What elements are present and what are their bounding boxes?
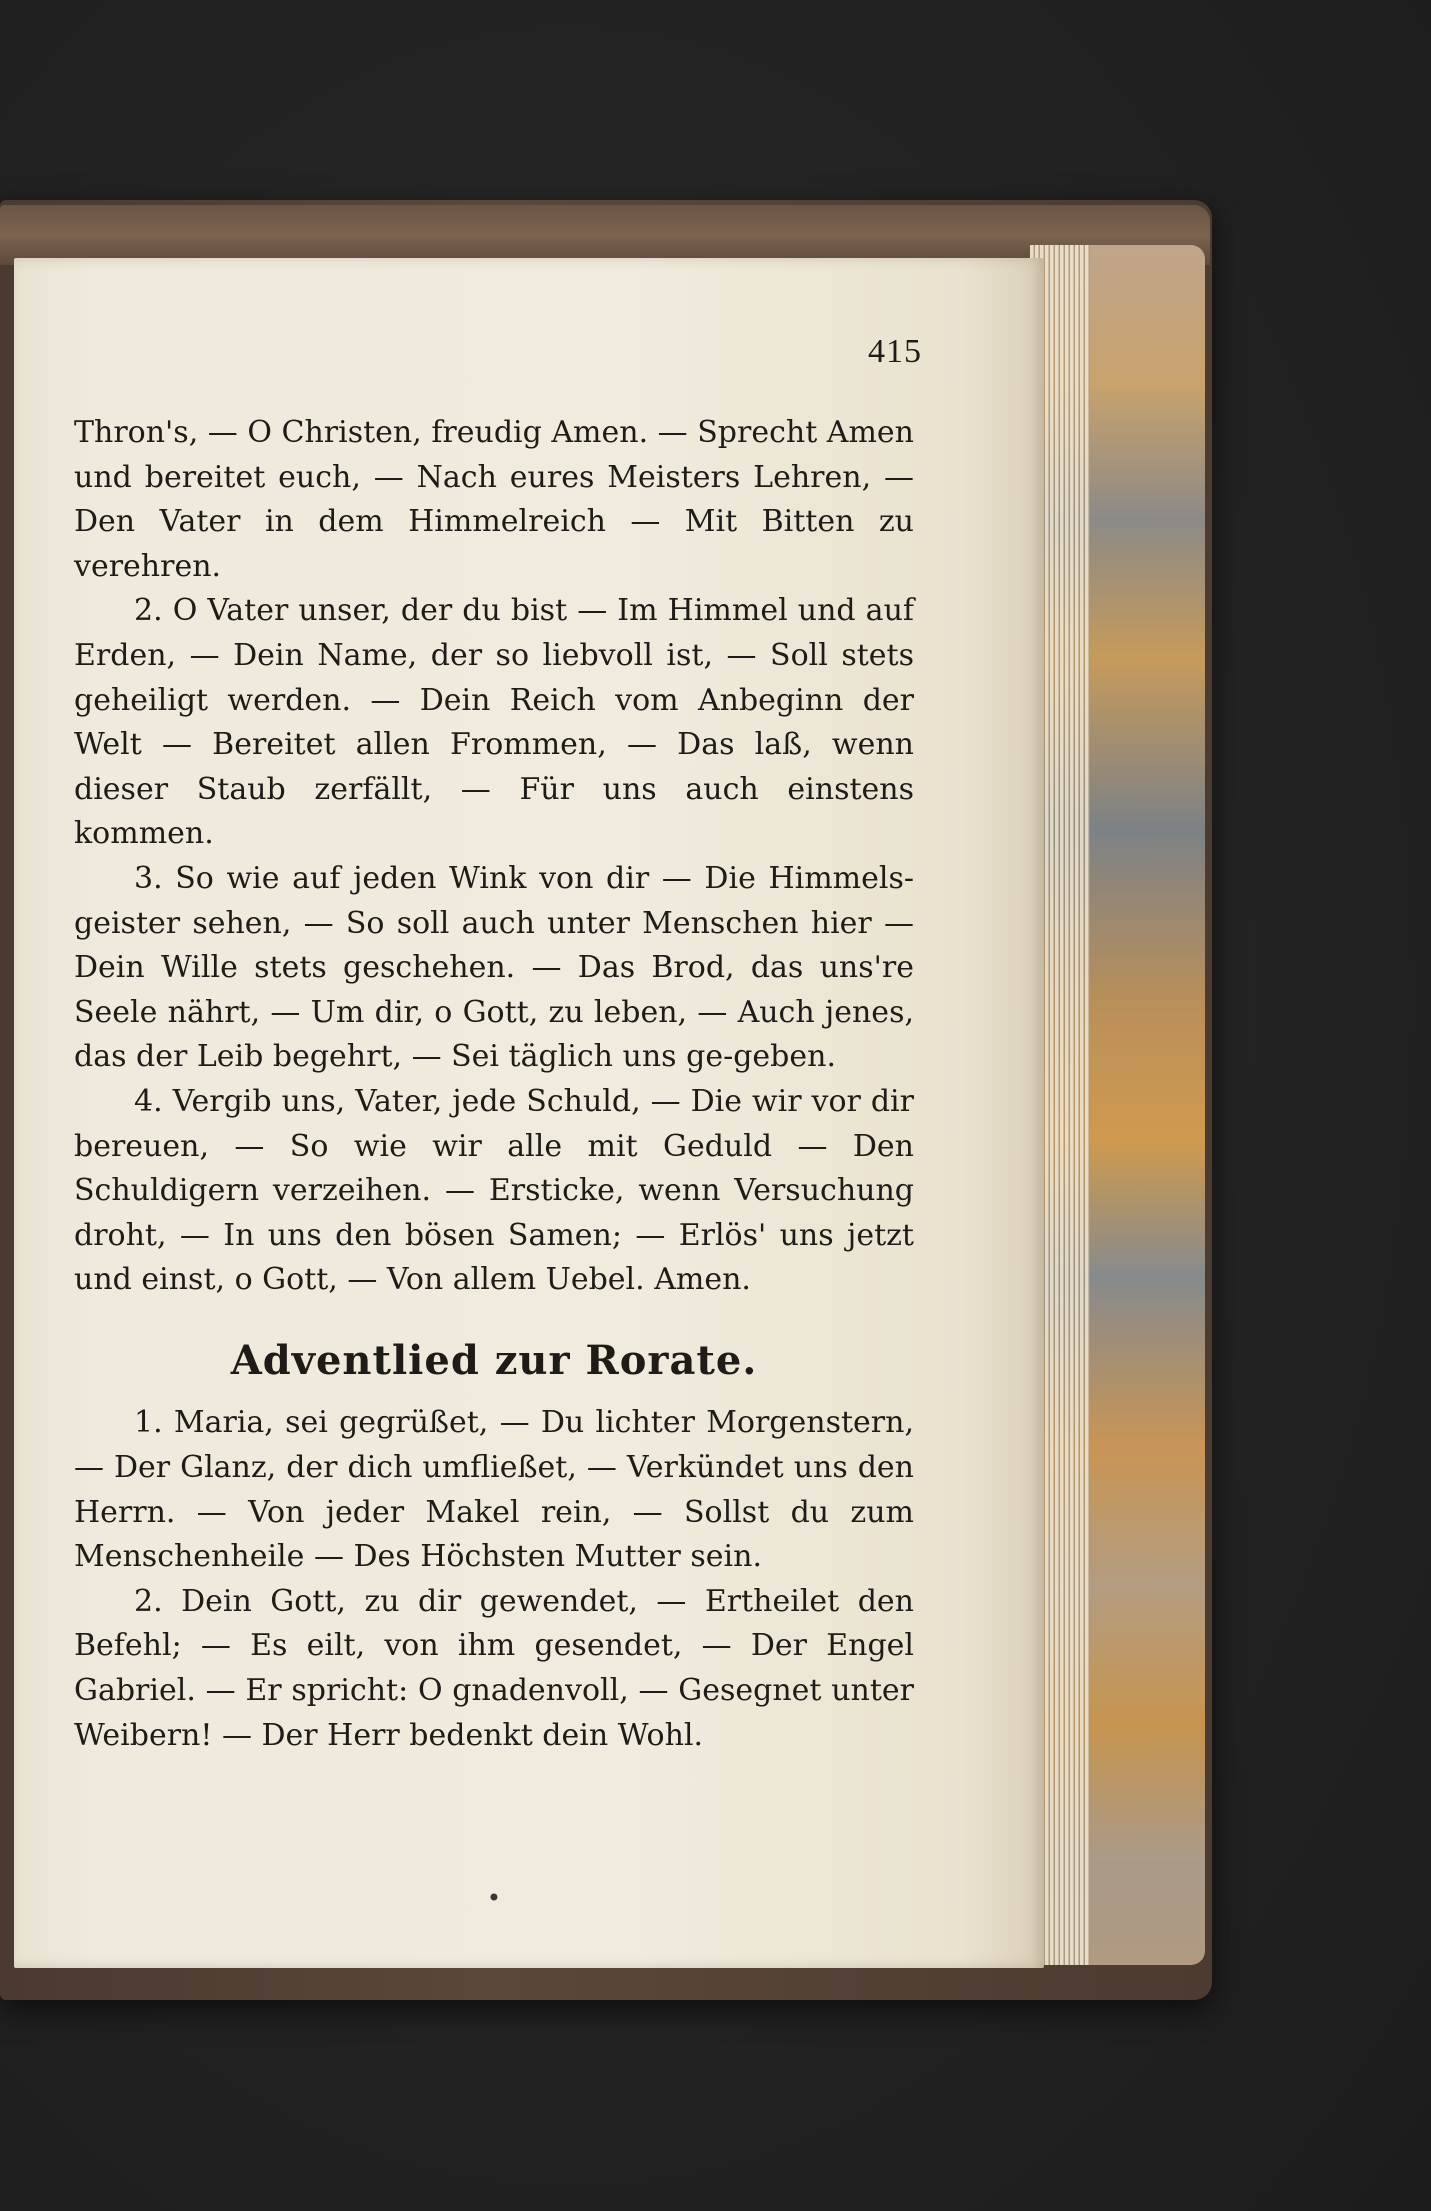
paragraph-advent-verse-2: 2. Dein Gott, zu dir gewendet, — Ertheilet den Befehl; — Es eilt, von ihm gesendet, — Der Engel Gabriel. — Er spricht: O gnadenvoll, — Gesegnet unter Weibern! — Der Herr bedenkt dein Wohl. xyxy=(74,1583,914,1753)
paragraph-verse-4: 4. Vergib uns, Vater, jede Schuld, — Die wir vor dir bereuen, — So wie wir alle mit Geduld — Den Schuldigern verzeihen. — Ersticke, wenn Versuchung droht, — In uns den bösen Samen; — Erlös' uns jetzt und einst, o Gott, — Von allem Uebel. Amen. xyxy=(74,1083,914,1298)
page-text xyxy=(74,411,914,1921)
paragraph-verse-2: 2. O Vater unser, der du bist — Im Himmel und auf Erden, — Dein Name, der so liebvoll ist, — Soll stets geheiligt werden. — Dein Reich vom Anbeginn der Welt — Bereitet allen Frommen, — Das laß, wenn dieser Staub zerfällt, — Für uns auch einstens kommen. xyxy=(74,593,914,852)
book-cover-top-edge xyxy=(0,205,1210,265)
hymn-heading: Adventlied zur Rorate. xyxy=(230,1336,758,1384)
footer-mark: • xyxy=(486,1884,502,1913)
book-page xyxy=(14,258,1044,1968)
paragraph-verse-3: 3. So wie auf jeden Wink von dir — Die Himmels-geister sehen, — So soll auch unter Menschen hier — Dein Wille stets geschehen. — Das Brod, das uns're Seele nährt, — Um dir, o Gott, zu leben, — Auch jenes, das der Leib begehrt, — Sei täglich uns ge-geben. xyxy=(74,860,914,1075)
paragraph-thron: Thron's, — O Christen, freudig Amen. — Sprecht Amen und bereitet euch, — Nach eures Meisters Lehren, — Den Vater in dem Himmelreich — Mit Bitten zu verehren. xyxy=(74,415,914,584)
paragraph-advent-verse-1: 1. Maria, sei gegrüßet, — Du lichter Morgenstern, — Der Glanz, der dich umfließet, — Verkündet uns den Herrn. — Von jeder Makel rein, — Sollst du zum Menschenheile — Des Höchsten Mutter sein. xyxy=(74,1405,914,1575)
page-number: 415 xyxy=(868,333,922,370)
